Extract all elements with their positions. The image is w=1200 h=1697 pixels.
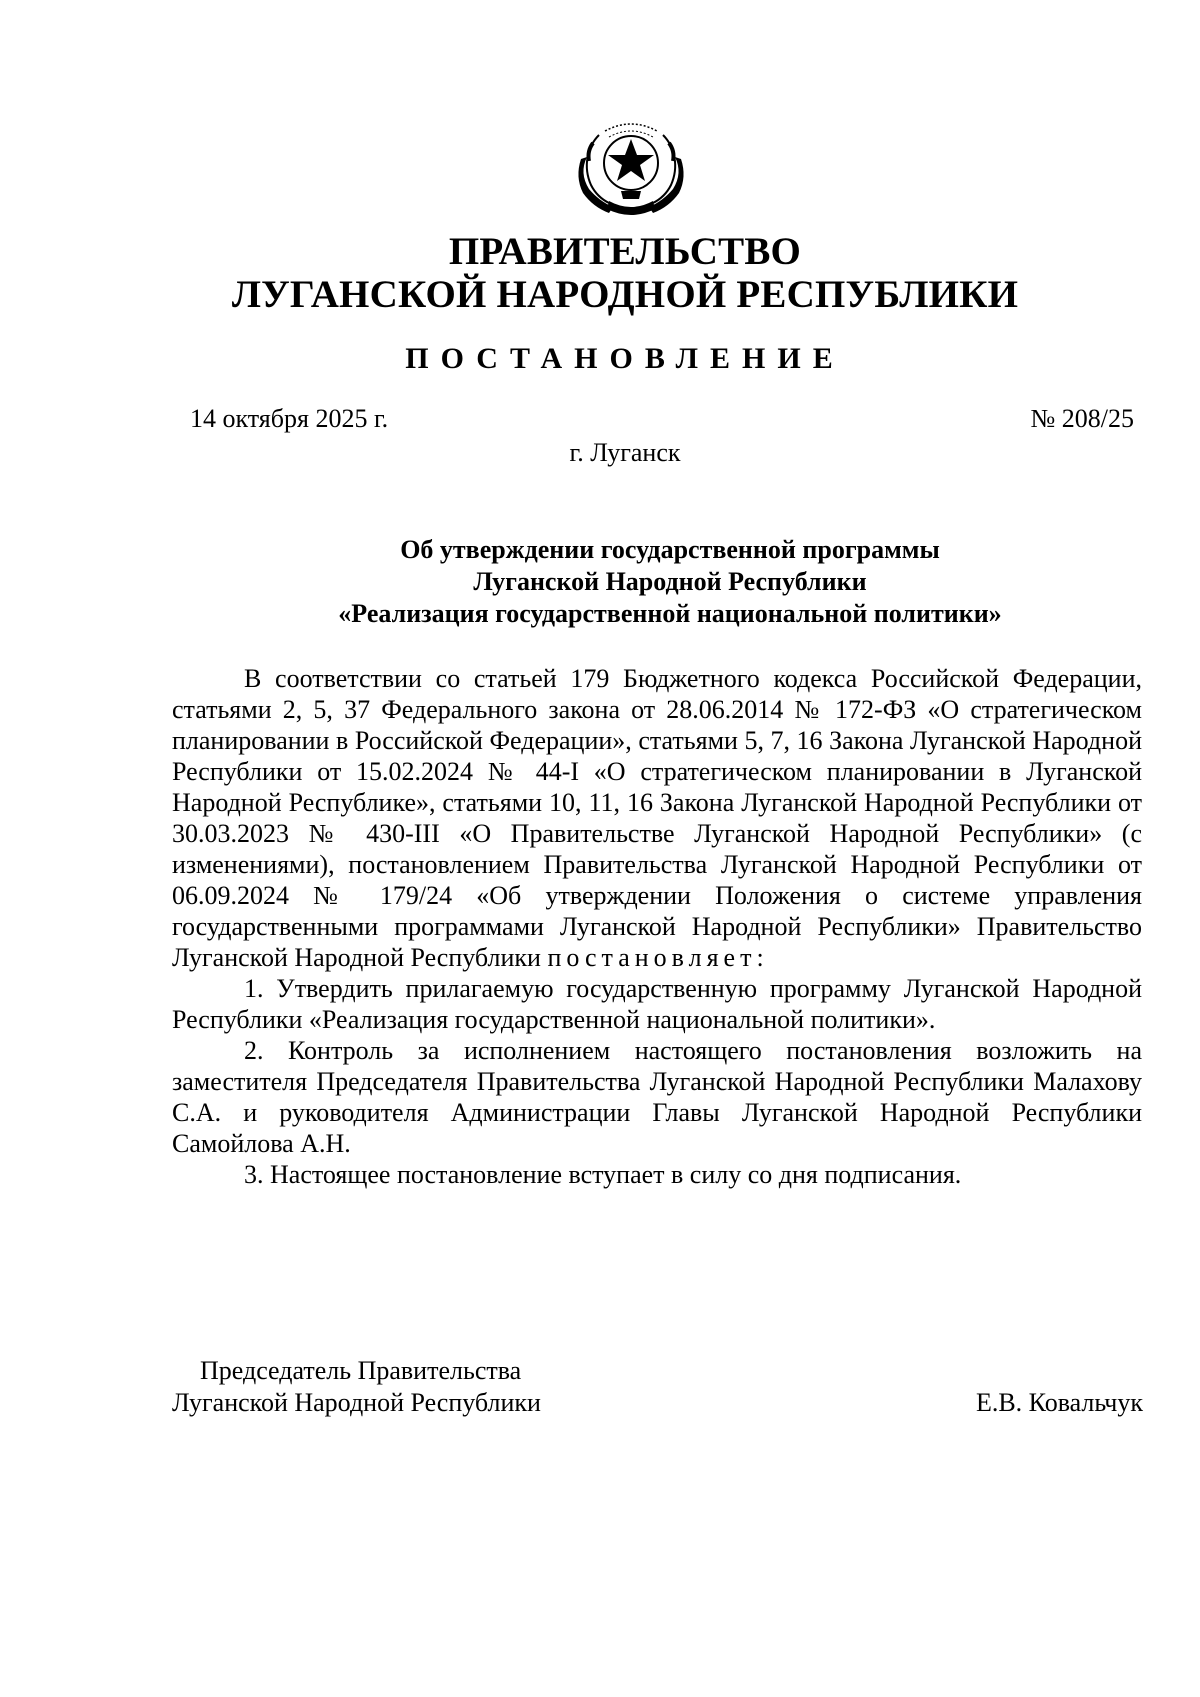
preamble-paragraph [172,663,1142,973]
document-number: № 208/25 [1030,404,1134,433]
government-title-line2: ЛУГАНСКОЙ НАРОДНОЙ РЕСПУБЛИКИ [231,273,1019,316]
subject-line2: Луганской Народной Республики [473,567,867,596]
signatory-organization: Луганской Народной Республики [172,1388,541,1417]
decree-word: постановляет: [547,943,769,972]
subject-line1: Об утверждении государственной программы [400,535,940,564]
document-subject [0,534,1200,630]
document-body [172,663,1142,1190]
item-2: 2. Контроль за исполнением настоящего постановления возложить на заместителя Председателя Правительства Луганской Народной Республики Малахову С.А. и руководителя Администрации Главы Луганской Народной Республики Самойлова А.Н. [172,1036,1142,1158]
subject-line3: «Реализация государственной национальной политики» [338,599,1002,628]
document-date: 14 октября 2025 г. [190,404,389,433]
item-1: 1. Утвердить прилагаемую государственную программу Луганской Народной Республики «Реализация государственной национальной политики». [172,974,1142,1034]
document-city: г. Луганск [569,438,681,467]
signatory-title: Председатель Правительства [200,1356,522,1385]
government-title-line1: ПРАВИТЕЛЬСТВО [448,230,802,273]
document-type: ПОСТАНОВЛЕНИЕ [405,342,845,375]
state-emblem-icon [569,117,693,217]
signatory-name: Е.В. Ковальчук [975,1388,1143,1417]
preamble-text: В соответствии со статьей 179 Бюджетного кодекса Российской Федерации, статьями 2, 5, 37 Федерального закона от 28.06.2014 № 172-ФЗ «О стратегическом планировании в Российской Федерации», статьями 5, 7, 16 Закона Луганской Народной Республики от 15.02.2024 № 44-I «О стратегическом планировании в Луганской Народной Республике», статьями 10, 11, 16 Закона Луганской Народной Республики от 30.03.2023 № 430-III «О Правительстве Луганской Народной Республики» (с изменениями), постановлением Правительства Луганской Народной Республики от 06.09.2024 № 179/24 «Об утверждении Положения о системе управления государственными программами Луганской Народной Республики» Правительство Луганской Народной Республики [172,664,1142,972]
item-3: 3. Настоящее постановление вступает в силу со дня подписания. [244,1160,962,1189]
